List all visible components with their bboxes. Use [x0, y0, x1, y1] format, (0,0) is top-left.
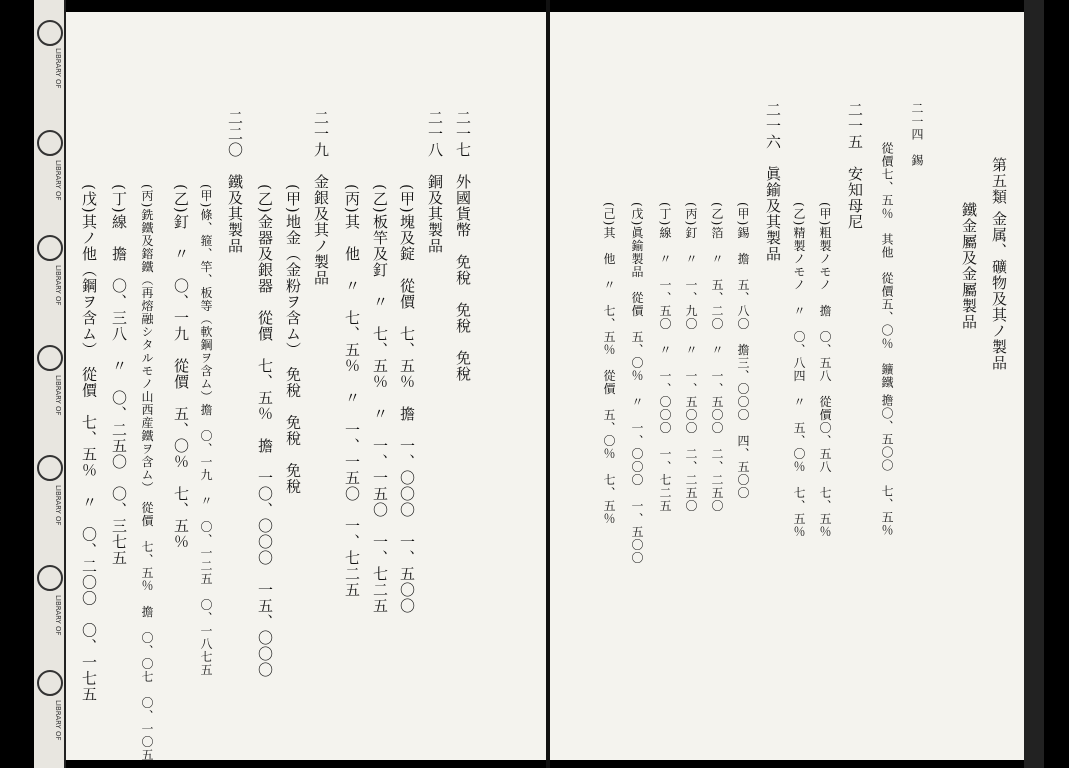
tariff-heading: 二一五 安知母尼: [846, 102, 864, 230]
seal-emblem-icon: [37, 130, 63, 156]
book-spine: [34, 0, 66, 768]
seal-emblem-icon: [37, 345, 63, 371]
tariff-row: (甲)地金（金粉ヲ含ム） 免稅 免稅 免稅: [284, 184, 302, 495]
tariff-row: (甲)塊及錠 從價 七、五％ 擔 一、〇〇〇 一、五〇〇: [398, 184, 416, 614]
tariff-heading: 二一六 眞鍮及其製品: [764, 102, 782, 262]
tariff-row: 二一四 錫: [910, 102, 924, 167]
category-header: 第五類 金属、礦物及其ノ製品: [990, 157, 1008, 371]
spine-stamp: LIBRARY OF: [54, 700, 62, 741]
tariff-row: (乙)板竿及釘 〃 七、五％ 〃 一、一五〇 一、七二五: [371, 184, 389, 614]
tariff-row: (甲)錫 擔 五、八〇 擔三、〇〇〇 四、五〇〇: [736, 202, 750, 500]
tariff-row: (戊)其ノ他（鋼ヲ含ム） 從價 七、五％ 〃 〇、二〇〇 〇、一七五: [80, 184, 98, 703]
spine-stamp: LIBRARY OF: [54, 595, 62, 636]
spine-stamp: LIBRARY OF: [54, 485, 62, 526]
seal-emblem-icon: [37, 455, 63, 481]
spine-stamp: LIBRARY OF: [54, 265, 62, 306]
tariff-row: (乙)釘 〃 〇、一九 從價 五、〇％ 七、五％: [172, 184, 190, 550]
tariff-heading: 二一八 銅及其製品: [426, 110, 444, 254]
tariff-row: (丙)其 他 〃 七、五％ 〃 一、一五〇 一、七二五: [343, 184, 361, 598]
seal-emblem-icon: [37, 565, 63, 591]
right-page: [550, 12, 1024, 760]
tariff-row: (戊)眞鍮製品 從價 五、〇％ 〃 一、〇〇〇 一、五〇〇: [630, 202, 644, 565]
tariff-row: (己)其 他 〃 七、五％ 從價 五、〇％ 七、五％: [602, 202, 616, 526]
spine-stamp: LIBRARY OF: [54, 375, 62, 416]
tariff-row: 二一七 外國貨幣 免稅 免稅 免稅: [454, 110, 472, 382]
tariff-row: (乙)金器及銀器 從價 七、五％ 擔 一〇、〇〇〇 一五、〇〇〇: [256, 184, 274, 678]
spine-stamp: LIBRARY OF: [54, 48, 62, 89]
left-page: [66, 12, 546, 760]
seal-emblem-icon: [37, 670, 63, 696]
seal-emblem-icon: [37, 235, 63, 261]
tariff-row: (丙)釘 〃 一、九〇 〃 一、五〇〇 二、二五〇: [684, 202, 698, 513]
tariff-row: (丙)銑鐵及鎔鐵（再熔融シタルモノ山西産鐵ヲ含ム） 從價 七、五％ 擔 〇、〇七 〇、一〇五: [140, 184, 154, 762]
tariff-row: (乙)箔 〃 五、二〇 〃 一、五〇〇 二、二五〇: [710, 202, 724, 513]
tariff-row: 從價七、五％ 其他 從價五、〇％ 鑛鐵 擔〇、五〇〇 七、五％: [880, 142, 894, 537]
tariff-row: (乙)精製ノモノ 〃 〇、八四 〃 五、〇％ 七、五％: [792, 202, 806, 539]
tariff-row: (丁)線 擔 〇、三八 〃 〇、二五〇 〇、三七五: [110, 184, 128, 566]
tariff-row: (丁)線 〃 一、五〇 〃 一、〇〇〇 一、七二五: [658, 202, 672, 513]
tariff-heading: 二二〇 鐵及其製品: [226, 110, 244, 254]
tariff-row: (甲)粗製ノモノ 擔 〇、五八 從價〇、五八 七、五％: [818, 202, 832, 539]
spine-stamp: LIBRARY OF: [54, 160, 62, 201]
category-subheader: 鐵金屬及金屬製品: [960, 202, 978, 330]
page-edge: [1024, 0, 1044, 768]
tariff-row: (甲)條、箍、竿、板等（軟鋼ヲ含ム）擔 〇、一九 〃 〇、一二五 〇、一八七五: [199, 184, 213, 677]
tariff-heading: 二一九 金銀及其ノ製品: [312, 110, 330, 286]
seal-emblem-icon: [37, 20, 63, 46]
